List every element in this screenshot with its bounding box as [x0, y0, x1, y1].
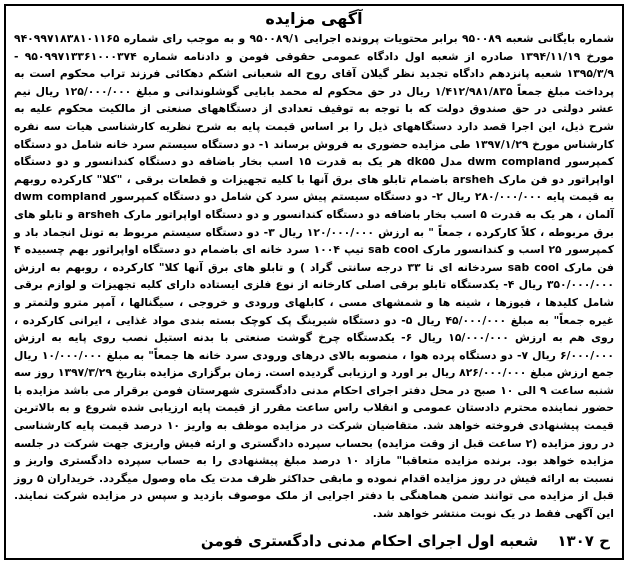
issuing-office: شعبه اول اجرای احکام مدنی دادگستری فومن — [200, 532, 539, 550]
notice-body: شماره بایگانی شعبه ۹۵۰۰۸۹ برابر محتویات پرونده اجرایی ۹۵۰۰۸۹/۱ و به موجب رای شماره ۹۴۰۹۹۷۱۸۳۸۱۰۱۱۶۵ مورخ ۱۳۹۴/۱۱/۱۹ صادره از شعبه اول دادگاه عمومی حقوقی فومن و دادنامه شماره ۹۵۰۹۹۷۱۳۳۶۱۰۰۰۳۷۴ - ۱۳۹۵/۳/۹ شعبه پانزدهم دادگاه تجدید نظر گیلان آقای روح اله شعبانی اشکم دهکائی فرزند تراب محکوم است به پرداخت مبلغ جمعاً ۱/۴۱۲/۹۸۱/۸۳۵ ریال در حق محکوم له محمد بابایی گوشلوندانی و مبلغ ۱۲۵/۰۰۰/۰۰۰ ریال نیم عشر دولتی در حق صندوق دولت که با توجه به توقیف تعدادی از دستگاههای صنعتی از مالکیت محکوم علیه به شرح ذیل، این اجرا قصد دارد دستگاههای ذیل را بر اساس قیمت پایه به شرح نظریه کارشناسی هیات سه نفره کارشناس مورخ ۱۳۹۷/۱/۲۹ طی مزایده حضوری به فروش برساند ۱- دو دستگاه سیستم سرد خانه شامل دو دستگاه کمپرسور dwm compland مدل dk۵۵ هر یک به قدرت ۱۵ اسب بخار باضافه دو دستگاه کندانسور و دو دستگاه اواپراتور دو فن مارک arsheh باضمام تابلو های برق آنها با کلیه تجهیزات و قطعات برقی ، "کلا" کارکرده روبهم به قیمت پایه ۲۸۰/۰۰۰/۰۰۰ ریال ۲- دو دستگاه سیستم پیش سرد کن شامل دو دستگاه کمپرسور dwm compland آلمان ، هر یک به قدرت ۵ اسب بخار باضافه دو دستگاه کندانسور و دو دستگاه اواپراتور مارک arsheh و تابلو های برق مربوطه ، کلاً کارکرده ، جمعاً " به ارزش ۱۲۰/۰۰۰/۰۰۰ ریال ۳- دو دستگاه سیستم مربوط به تونل انجماد باد و کمپرسور ۲۵ اسب و کندانسور مارک sab cool تیپ ۱۰۰۴ سرد خانه ای باضمام دو دستگاه اواپراتور بهم چسبیده ۴ فن مارک sab cool سردخانه ای تا ۳۳ درجه سانتی گراد ) و تابلو های برق آنها کلا" کارکرده ، روبهم به ارزش ۳۵۰/۰۰۰/۰۰۰ ریال ۴- یکدستگاه تابلو برقی اصلی کارخانه از نوع فلزی ایستاده دارای کلیه تجهیزات و لوازم برقی شامل کلیدها ، فیوزها ، شینه ها و شمشهای مسی ، کابلهای ورودی و خروجی ، سیگنالها ، آمپر مترو ولتمتر و غیره جمعاً" به مبلغ ۴۵/۰۰۰/۰۰۰ ریال ۵- دو دستگاه شیرینگ پک کوچک بسته بندی مواد غذایی ، ایرانی کارکرده ، روی هم به ارزش ۱۵/۰۰۰/۰۰۰ ریال ۶- یکدستگاه چرخ گوشت صنعتی با بدنه استیل نصب روی پایه به ارزش ۶/۰۰۰/۰۰۰ ریال ۷- دو دستگاه پرده هوا ، منصوبه بالای درهای ورودی سرد خانه ها جمعاً" به مبلغ ۱۰/۰۰۰/۰۰۰ ریال جمع ارزش مبلغ ۸۲۶/۰۰۰/۰۰۰ ریال بر اورد و ارزیابی گردیده است. زمان برگزاری مزایده بتاریخ ۱۳۹۷/۳/۲۹ روز سه شنبه ساعت ۹ الی ۱۰ صبح در محل دفتر اجرای احکام مدنی دادگستری شهرستان فومن برقرار می باشد مزایده با حضور نماینده محترم دادستان عمومی و انقلاب راس ساعت مقرر از قیمت پایه ارزیابی شده شروع و به بالاترین قیمت پیشنهادی فروخته خواهد شد. متقاضیان شرکت در مزایده موظف به واریز ۱۰ درصد قیمت پایه کارشناسی در روز مزایده (۲ ساعت قبل از وقت مزایده) بحساب سپرده دادگستری و ارئه فیش واریزی جهت شرکت در جلسه مزایده خواهد بود. برنده مزایده متعاقبا" مازاد ۱۰ درصد مبلغ پیشنهادی را به حساب سپرده دادگستری واریز و نسبت به ارائه فیش در روز مزایده اقدام نموده و مابقی حداکثر ظرف مدت یک ماه وصول میگردد. خریداران ۵ روز قبل از مزایده می توانند ضمن هماهنگی با دفتر اجرایی از ملک موصوف بازدید و سپس در مزایده شرکت نمایند. این آگهی فقط در یک نوبت منتشر خواهد شد. — [14, 32, 615, 521]
notice-code: ح ۱۳۰۷ — [557, 532, 610, 550]
notice-title: آگهی مزایده — [265, 9, 363, 28]
notice-footer — [18, 530, 610, 552]
auction-notice — [4, 4, 624, 560]
